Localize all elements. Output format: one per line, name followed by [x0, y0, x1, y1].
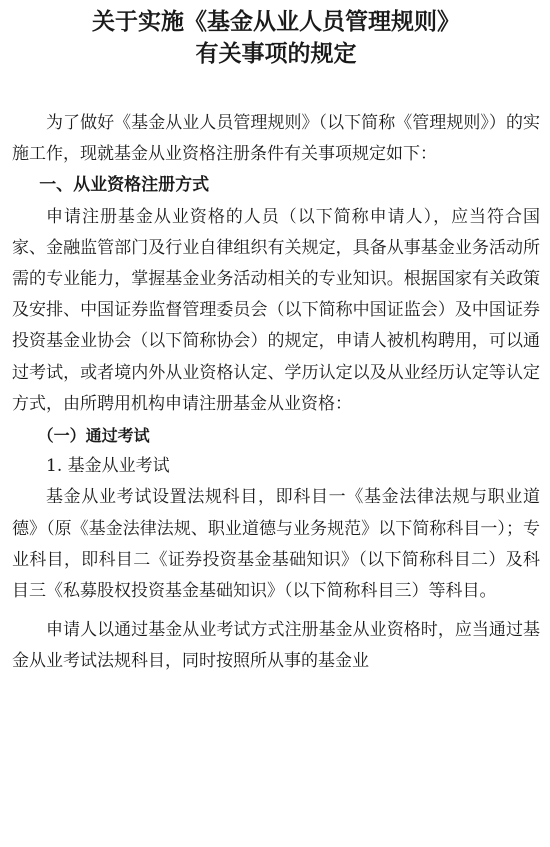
section-1-heading: 一、从业资格注册方式	[39, 175, 210, 196]
item-1-paragraph: 基金从业考试设置法规科目，即科目一《基金法律法规与职业道德》（原《基金法律法规、职业道德与业务规范》以下简称科目一）；专业科目，即科目二《证券投资基金基础知识》（以下简称科目二）及科目三《私募股权投资基金基础知识》（以下简称科目三）等科目。	[12, 487, 540, 602]
title-line-1: 关于实施《基金从业人员管理规则》	[92, 9, 460, 35]
section-1-paragraph: 申请注册基金从业资格的人员（以下简称申请人），应当符合国家、金融监管部门及行业自律组织有关规定，具备从事基金业务活动所需的专业能力，掌握基金业务活动相关的专业知识。根据国家有关政策及安排、中国证券监督管理委员会（以下简称中国证监会）及中国证券投资基金业协会（以下简称协会）的规定，申请人被机构聘用，可以通过考试，或者境内外从业资格认定、学历认定以及从业经历认定等认定方式，由所聘用机构申请注册基金从业资格：	[12, 206, 540, 414]
document-title	[12, 6, 540, 70]
subsection-1-heading: （一）通过考试	[37, 426, 150, 446]
item-1-heading: 1. 基金从业考试	[46, 456, 170, 477]
title-line-2: 有关事项的规定	[195, 41, 357, 67]
document-body	[12, 108, 540, 678]
item-1-paragraph-2: 申请人以通过基金从业考试方式注册基金从业资格时，应当通过基金从业考试法规科目，同时按照所从事的基金业	[12, 620, 540, 672]
intro-paragraph: 为了做好《基金从业人员管理规则》（以下简称《管理规则》）的实施工作，现就基金从业资格注册条件有关事项规定如下：	[12, 113, 540, 165]
